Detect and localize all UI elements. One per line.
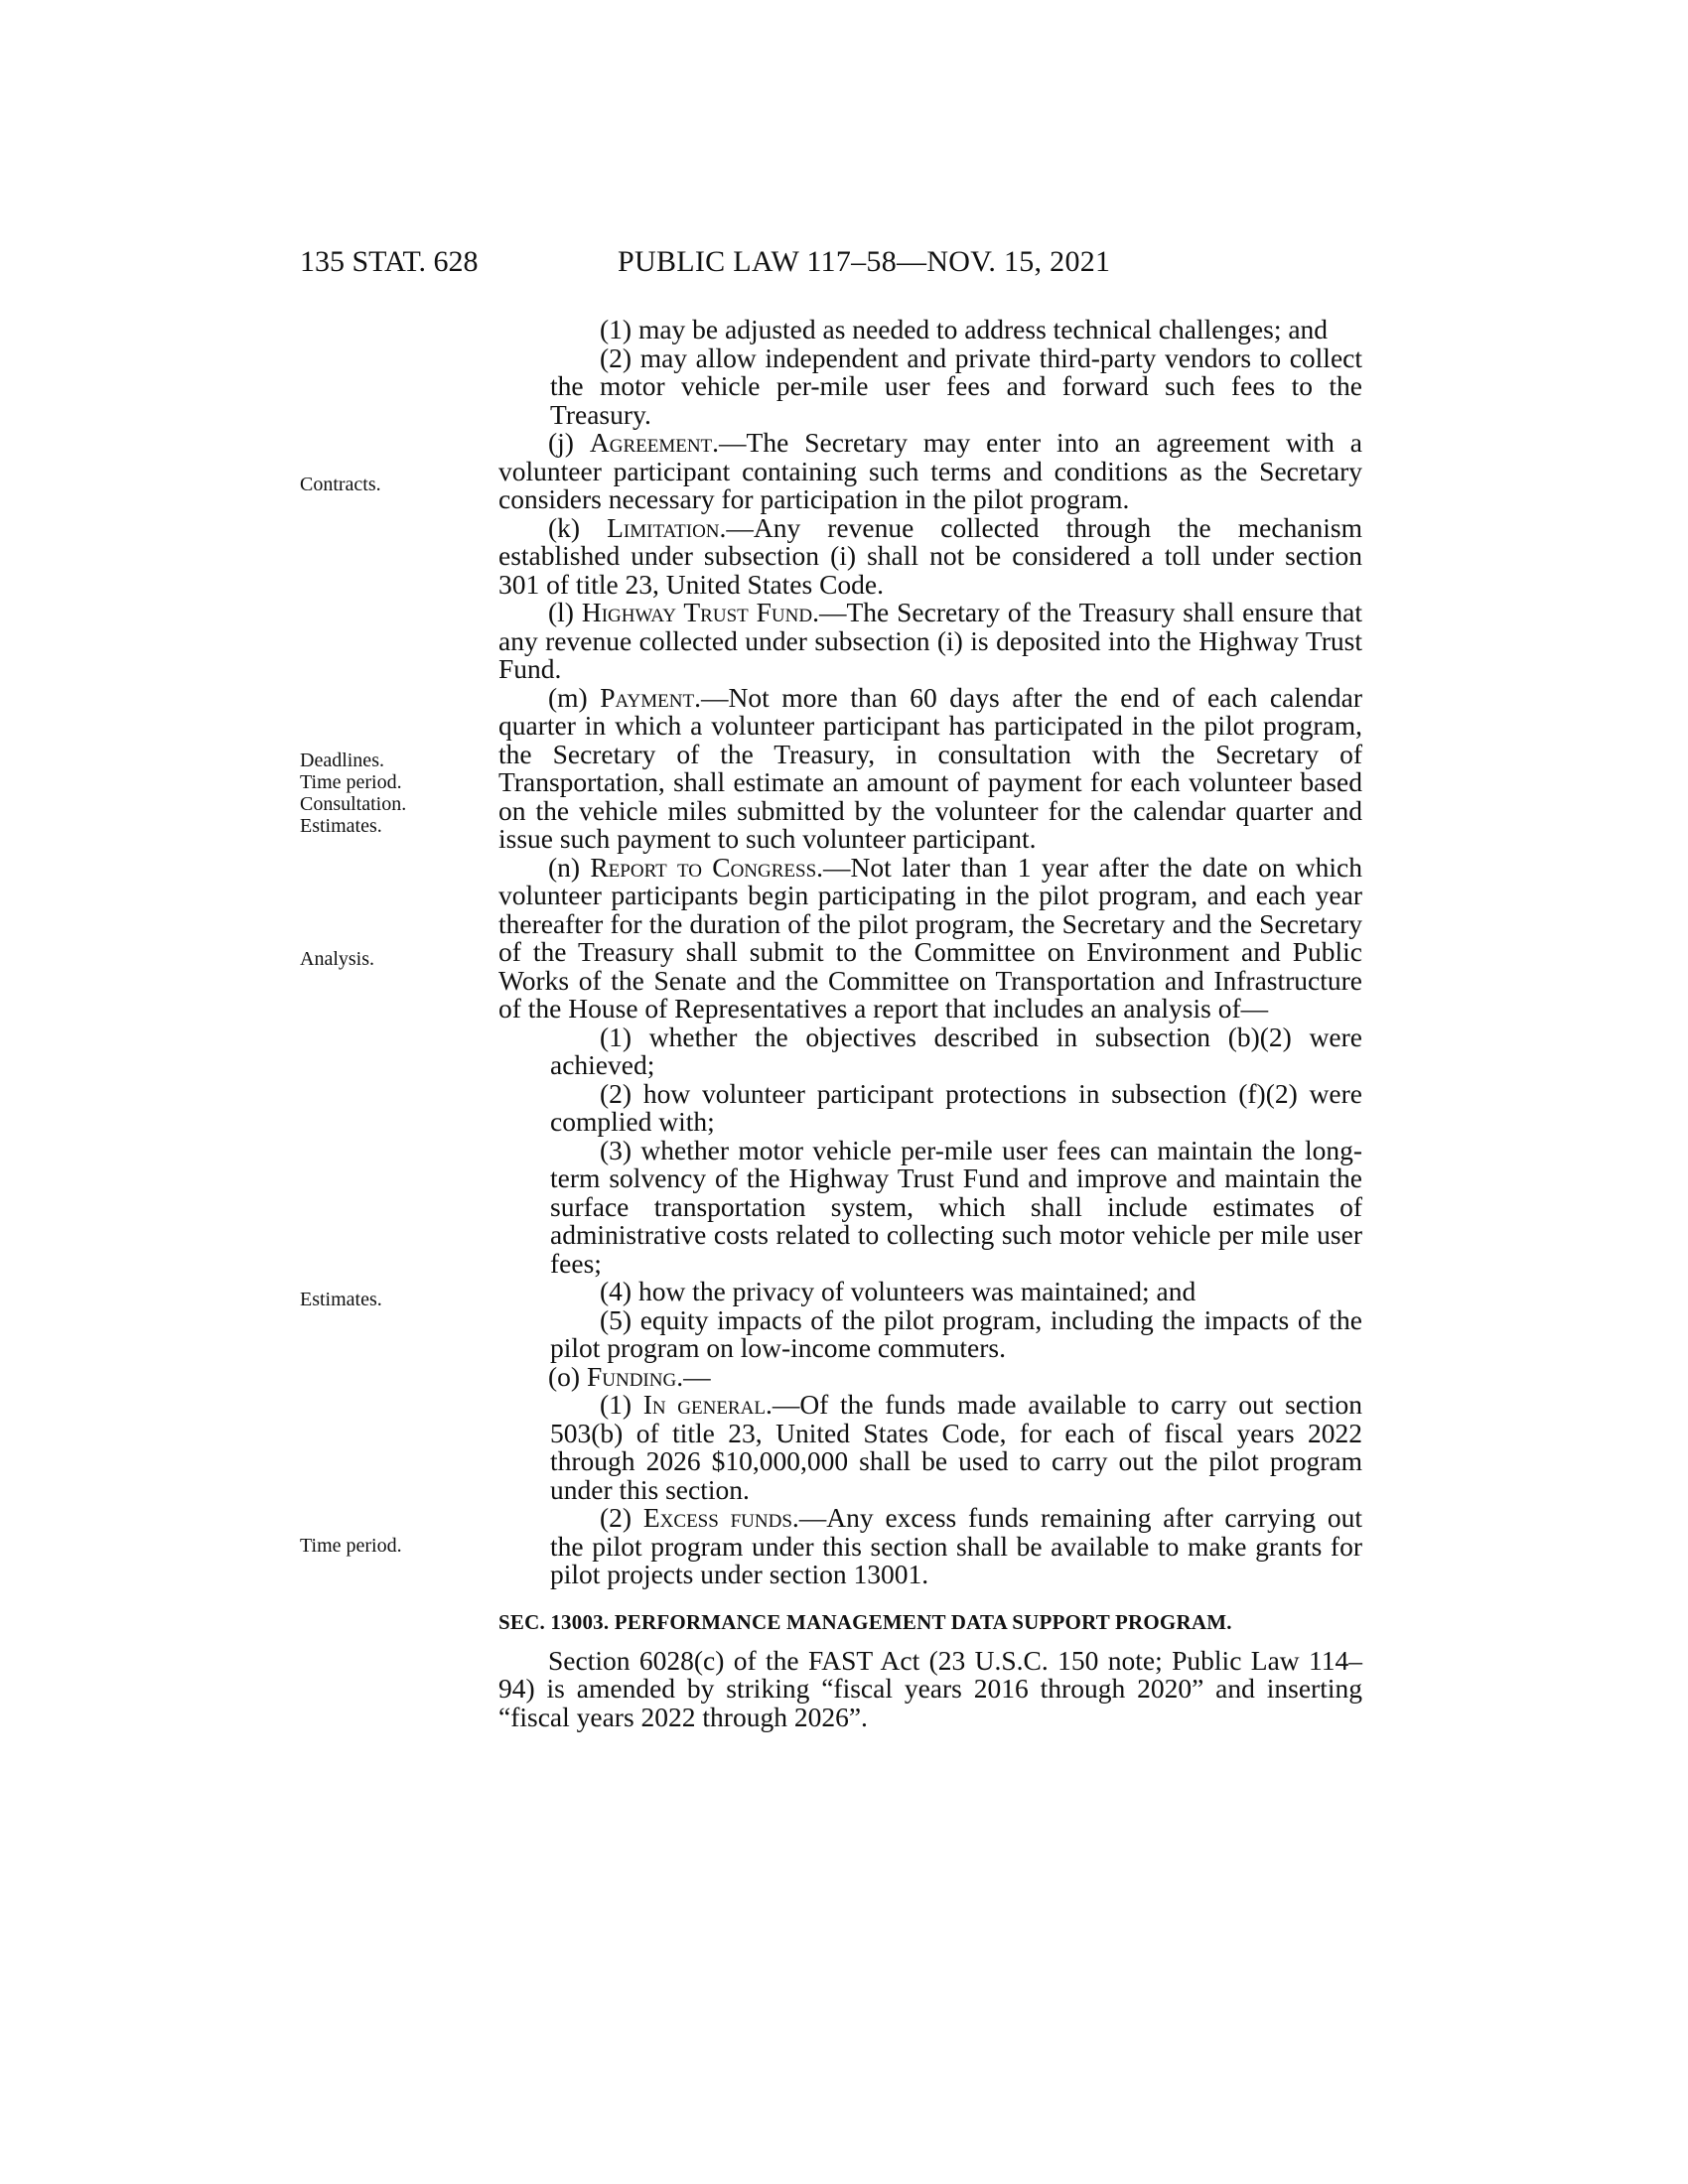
paragraph-i1: (1) may be adjusted as needed to address technical challenges; and (600, 314, 1329, 344)
paragraph-text: .—Any excess funds remaining after carrying out the pilot program under this section shall be available to make grants for pilot projects under section 13001. (550, 1502, 1362, 1589)
paragraph-j (498, 429, 1362, 514)
margin-note-analysis: Analysis. (300, 948, 374, 970)
paragraph-o2 (498, 1504, 1362, 1589)
paragraph-text: .—The Secretary may enter into an agreement with a volunteer participant containing such terms and conditions as the Secretary considers necessary for participation in the pilot program. (498, 427, 1362, 514)
paragraph-text: .—Not more than 60 days after the end of each calendar quarter in which a volunteer participant has participated in the pilot program, the Secretary of the Treasury, in consultation with the Secretary of Transportation, shall estimate an amount of payment for each volunteer based on the vehicle miles submitted by the volunteer for the calendar quarter and issue such payment to such volunteer participant. (498, 681, 1362, 854)
paragraph-label: (m) (548, 681, 601, 713)
paragraph-text: .—Of the funds made available to carry out section 503(b) of title 23, United States Code, for each of fiscal years 2022 through 2026 $10,000,000 shall be used to carry out the pilot program under this section. (550, 1389, 1362, 1505)
paragraph-n4: (4) how the privacy of volunteers was maintained; and (600, 1276, 1196, 1306)
paragraph-heading: Funding (586, 1360, 677, 1392)
section-heading: SEC. 13003. PERFORMANCE MANAGEMENT DATA SUPPORT PROGRAM. (498, 1609, 1232, 1634)
section-text: Section 6028(c) of the FAST Act (23 U.S.C. 150 note; Public Law 114–94) is amended by striking “fiscal years 2016 through 2020” and inserting “fiscal years 2022 through 2026”. (498, 1644, 1362, 1732)
paragraph-o (498, 1360, 1362, 1392)
paragraph-n2: (2) how volunteer participant protections in subsection (f)(2) were complied with; (550, 1077, 1362, 1137)
document-body (498, 316, 1362, 1731)
paragraph-label: (1) (600, 1389, 643, 1420)
margin-note-estimates: Estimates. (300, 1289, 382, 1310)
margin-note-line: Consultation. (300, 793, 407, 815)
paragraph-n (498, 851, 1362, 1024)
paragraph-n5: (5) equity impacts of the pilot program, including the impacts of the pilot program on low-income commuters. (550, 1303, 1362, 1363)
paragraph-l (498, 599, 1362, 684)
paragraph-text: .—Any revenue collected through the mechanism established under subsection (i) shall not be considered a toll under section 301 of title 23, United States Code. (498, 511, 1362, 600)
paragraph-i2: (2) may allow independent and private third-party vendors to collect the motor vehicle per-mile user fees and forward such fees to the Treasury. (550, 341, 1362, 430)
paragraph-heading: Agreement (589, 427, 713, 458)
paragraph-label: (k) (548, 511, 608, 543)
paragraph-label: (2) (600, 1502, 643, 1533)
margin-note-deadlines (300, 750, 469, 837)
paragraph-m (498, 681, 1362, 854)
margin-note-line: Time period. (300, 771, 402, 793)
paragraph-label: (j) (548, 427, 590, 458)
paragraph-o1 (498, 1391, 1362, 1504)
paragraph-heading: In general (642, 1389, 766, 1420)
paragraph-text: .—The Secretary of the Treasury shall ensure that any revenue collected under subsection (i) is deposited into the Highway Trust Fund. (498, 597, 1362, 684)
paragraph-heading: Payment (600, 681, 695, 713)
paragraph-heading: Excess funds (642, 1502, 792, 1533)
paragraph-label: (o) (548, 1360, 587, 1392)
paragraph-n1: (1) whether the objectives described in subsection (b)(2) were achieved; (550, 1021, 1362, 1080)
margin-note-contracts: Contracts. (300, 474, 381, 495)
paragraph-n3: (3) whether motor vehicle per-mile user fees can maintain the long-term solvency of the Highway Trust Fund and improve and maintain the surface transportation system, which shall include estimates of administrative costs related to collecting such motor vehicle per mile user fees; (550, 1134, 1362, 1279)
paragraph-label: (n) (548, 851, 591, 883)
paragraph-text: .— (676, 1360, 711, 1392)
margin-note-line: Estimates. (300, 815, 382, 837)
paragraph-text: .—Not later than 1 year after the date on which volunteer participants begin participating in the pilot program, and each year thereafter for the duration of the pilot program, the Secretary and the Secretary of the Treasury shall submit to the Committee on Environment and Public Works of the Senate and the Committee on Transportation and Infrastructure of the House of Representatives a report that includes an analysis of— (498, 851, 1362, 1024)
margin-note-line: Deadlines. (300, 750, 384, 771)
public-law-title: PUBLIC LAW 117–58—NOV. 15, 2021 (618, 245, 1111, 278)
margin-note-time-period: Time period. (300, 1535, 402, 1557)
paragraph-label: (l) (548, 597, 582, 627)
statute-page-number: 135 STAT. 628 (300, 245, 479, 278)
paragraph-heading: Report to Congress (590, 851, 817, 883)
paragraph-heading: Limitation (607, 511, 720, 543)
paragraph-k (498, 511, 1362, 600)
paragraph-heading: Highway Trust Fund (581, 597, 813, 627)
page-header (300, 244, 1362, 288)
